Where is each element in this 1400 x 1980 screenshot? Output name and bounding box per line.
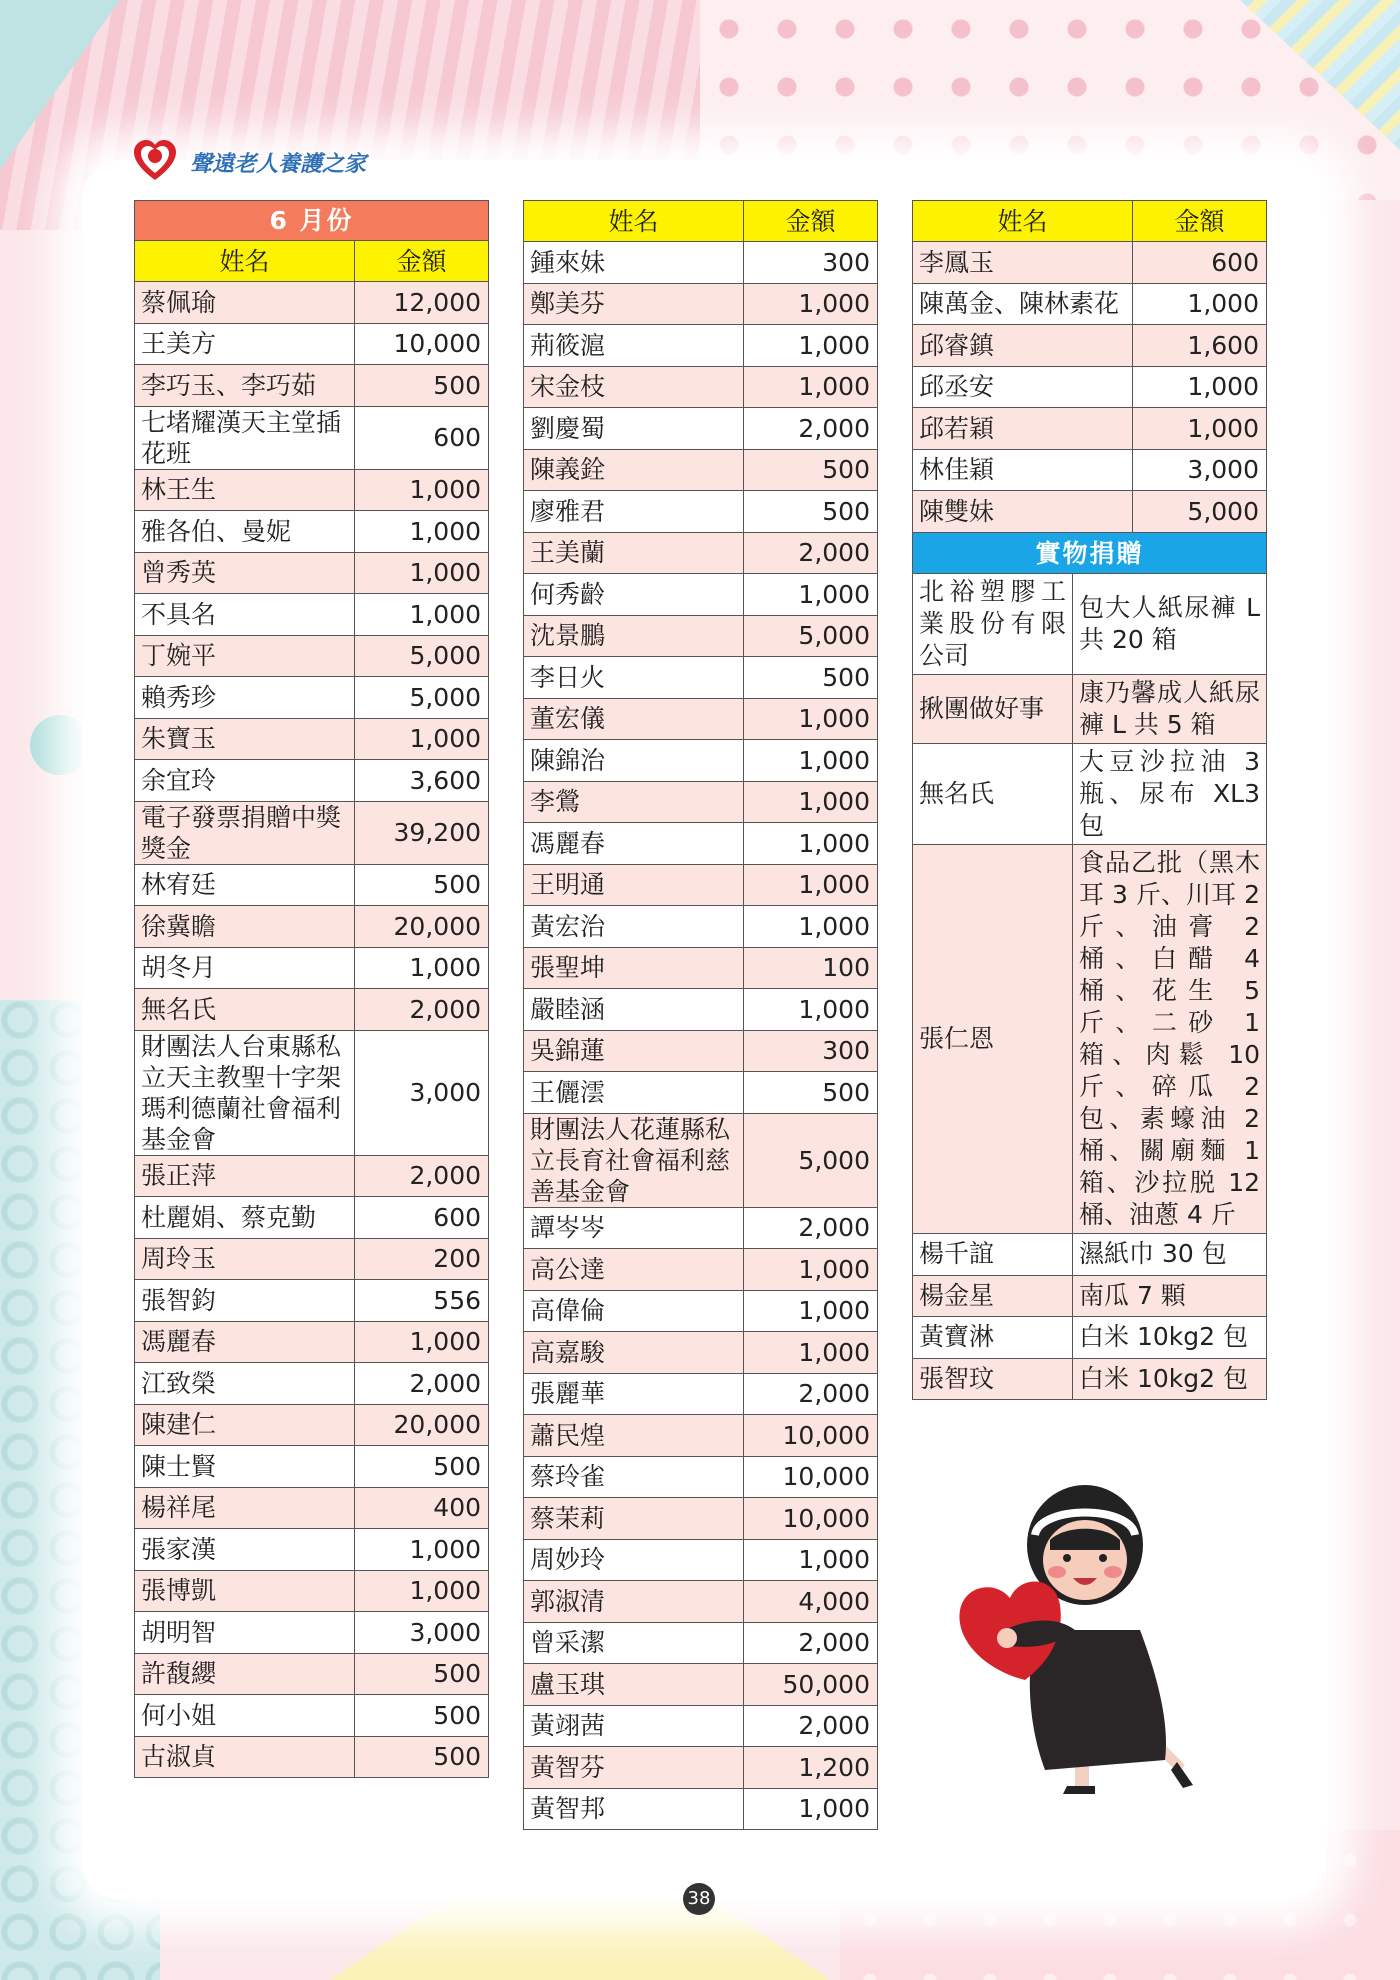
donation-amount: 5,000 [744, 615, 878, 657]
donated-item: 白米 10kg2 包 [1073, 1317, 1267, 1359]
donor-name: 宋金枝 [524, 366, 744, 408]
table-row [135, 1030, 489, 1155]
donation-amount: 1,000 [744, 864, 878, 906]
donor-name: 張家漢 [135, 1529, 355, 1571]
donation-amount: 1,000 [744, 698, 878, 740]
table-row [135, 1736, 489, 1778]
donor-name: 黃宏治 [524, 906, 744, 948]
donor-name: 高偉倫 [524, 1290, 744, 1332]
donation-amount: 200 [355, 1238, 489, 1280]
table-row [135, 1612, 489, 1654]
table-row [135, 989, 489, 1031]
table-row [524, 242, 878, 284]
donor-name: 李日火 [524, 657, 744, 699]
donation-amount: 1,000 [744, 781, 878, 823]
table-row [913, 1275, 1267, 1317]
donor-name: 張仁恩 [913, 845, 1073, 1234]
donation-amount: 1,000 [744, 1249, 878, 1291]
table-row [135, 365, 489, 407]
donor-name: 無名氏 [913, 744, 1073, 845]
donation-amount: 1,000 [744, 1332, 878, 1374]
donation-amount: 500 [744, 657, 878, 699]
donor-name: 吳錦蓮 [524, 1030, 744, 1072]
column-header-name: 姓名 [135, 241, 355, 282]
donor-name: 楊千誼 [913, 1234, 1073, 1276]
donor-name: 余宜玲 [135, 760, 355, 802]
table-row [135, 282, 489, 324]
donated-item: 白米 10kg2 包 [1073, 1358, 1267, 1400]
donation-amount: 1,600 [1133, 325, 1267, 367]
donor-name: 馮麗春 [524, 823, 744, 865]
donor-name: 王明通 [524, 864, 744, 906]
donation-amount: 1,000 [744, 823, 878, 865]
table-row [524, 1664, 878, 1706]
table-row [135, 469, 489, 511]
column-header-name: 姓名 [524, 201, 744, 242]
donor-name: 周妙玲 [524, 1539, 744, 1581]
donation-amount: 1,000 [1133, 283, 1267, 325]
table-row [913, 1234, 1267, 1276]
donor-name: 雅各伯、曼妮 [135, 511, 355, 553]
donor-name: 王儷澐 [524, 1072, 744, 1114]
inkind-banner: 實物捐贈 [913, 533, 1267, 574]
table-row [135, 1570, 489, 1612]
donor-name: 李鳳玉 [913, 242, 1133, 284]
donor-name: 林佳穎 [913, 449, 1133, 491]
donor-name: 無名氏 [135, 989, 355, 1031]
table-row [524, 408, 878, 450]
donation-amount: 39,200 [355, 801, 489, 864]
donation-amount: 600 [1133, 242, 1267, 284]
table-row [135, 1155, 489, 1197]
table-row [135, 1487, 489, 1529]
table-row [913, 1317, 1267, 1359]
donor-name: 周玲玉 [135, 1238, 355, 1280]
donation-amount: 10,000 [355, 323, 489, 365]
table-row [135, 906, 489, 948]
table-row [524, 1747, 878, 1789]
donor-name: 黃智芬 [524, 1747, 744, 1789]
donation-amount: 600 [355, 1197, 489, 1239]
table-row [135, 677, 489, 719]
donor-name: 林宥廷 [135, 864, 355, 906]
donor-name: 鍾來妹 [524, 242, 744, 284]
donation-amount: 4,000 [744, 1581, 878, 1623]
table-row [913, 845, 1267, 1234]
donation-table-continued-1 [523, 200, 878, 1830]
donor-name: 馮麗春 [135, 1321, 355, 1363]
donation-amount: 1,000 [744, 906, 878, 948]
donation-amount: 1,000 [744, 574, 878, 616]
donation-amount: 1,200 [744, 1747, 878, 1789]
donor-name: 楊金星 [913, 1275, 1073, 1317]
donor-name: 胡冬月 [135, 947, 355, 989]
table-row [913, 491, 1267, 533]
donation-amount: 10,000 [744, 1498, 878, 1540]
donor-name: 沈景鵬 [524, 615, 744, 657]
heart-logo-icon [132, 138, 178, 184]
donor-name: 邱睿鎮 [913, 325, 1133, 367]
table-row [524, 1539, 878, 1581]
donation-table-continued-2 [912, 200, 1267, 533]
donation-amount: 5,000 [744, 1113, 878, 1207]
donation-amount: 2,000 [744, 532, 878, 574]
table-row [135, 1363, 489, 1405]
table-row [524, 740, 878, 782]
table-row [135, 1321, 489, 1363]
donation-amount: 1,000 [355, 469, 489, 511]
table-row [135, 864, 489, 906]
table-row [913, 325, 1267, 367]
donor-name: 胡明智 [135, 1612, 355, 1654]
donor-name: 黃寶淋 [913, 1317, 1073, 1359]
donor-name: 李鶯 [524, 781, 744, 823]
table-row [524, 1622, 878, 1664]
table-row [524, 1207, 878, 1249]
donor-name: 董宏儀 [524, 698, 744, 740]
table-row [524, 781, 878, 823]
donation-amount: 1,000 [744, 325, 878, 367]
donation-amount: 500 [355, 1653, 489, 1695]
donation-amount: 500 [744, 449, 878, 491]
donor-name: 揪團做好事 [913, 675, 1073, 744]
donation-amount: 3,000 [1133, 449, 1267, 491]
donor-name: 邱若穎 [913, 408, 1133, 450]
donor-name: 蔡佩瑜 [135, 282, 355, 324]
donation-amount: 1,000 [1133, 366, 1267, 408]
table-row [135, 718, 489, 760]
donor-name: 財團法人台東縣私立天主教聖十字架瑪利德蘭社會福利基金會 [135, 1030, 355, 1155]
table-row [524, 574, 878, 616]
donated-item: 包大人紙尿褲 L 共 20 箱 [1073, 574, 1267, 675]
table-row [135, 1446, 489, 1488]
page-number: 38 [683, 1883, 715, 1915]
donation-amount: 1,000 [355, 947, 489, 989]
donor-name: 古淑貞 [135, 1736, 355, 1778]
donation-amount: 5,000 [1133, 491, 1267, 533]
donation-amount: 1,000 [355, 1570, 489, 1612]
donation-amount: 1,000 [744, 989, 878, 1031]
donor-name: 張聖坤 [524, 947, 744, 989]
donation-amount: 500 [355, 864, 489, 906]
donation-amount: 50,000 [744, 1664, 878, 1706]
donation-amount: 3,600 [355, 760, 489, 802]
table-row [524, 1249, 878, 1291]
table-row [913, 283, 1267, 325]
table-row [524, 1788, 878, 1830]
column-header-amount: 金額 [355, 241, 489, 282]
donor-name: 七堵耀漢天主堂插花班 [135, 406, 355, 469]
donor-name: 蕭民煌 [524, 1415, 744, 1457]
donor-name: 荊筱滬 [524, 325, 744, 367]
donation-amount: 2,000 [744, 1207, 878, 1249]
background-corner-left [0, 0, 120, 170]
donation-amount: 1,000 [744, 366, 878, 408]
table-row [135, 1404, 489, 1446]
table-row [135, 947, 489, 989]
donation-amount: 2,000 [355, 1363, 489, 1405]
donor-name: 林王生 [135, 469, 355, 511]
table-row [524, 823, 878, 865]
table-row [524, 906, 878, 948]
donation-amount: 1,000 [744, 1788, 878, 1830]
donation-amount: 5,000 [355, 677, 489, 719]
table-row [524, 1030, 878, 1072]
table-row [524, 989, 878, 1031]
donation-amount: 1,000 [355, 1321, 489, 1363]
donation-amount: 1,000 [744, 283, 878, 325]
table-row [135, 552, 489, 594]
donation-amount: 2,000 [355, 989, 489, 1031]
table-row [135, 635, 489, 677]
table-row [135, 406, 489, 469]
donated-item: 南瓜 7 顆 [1073, 1275, 1267, 1317]
donor-name: 北裕塑膠工業股份有限公司 [913, 574, 1073, 675]
donor-name: 蔡玲雀 [524, 1456, 744, 1498]
table-row [524, 947, 878, 989]
donation-amount: 10,000 [744, 1415, 878, 1457]
donation-amount: 10,000 [744, 1456, 878, 1498]
donor-name: 財團法人花蓮縣私立長育社會福利慈善基金會 [524, 1113, 744, 1207]
column-header-amount: 金額 [744, 201, 878, 242]
table-row [524, 864, 878, 906]
donor-name: 朱寶玉 [135, 718, 355, 760]
table-row [913, 675, 1267, 744]
table-row [913, 1358, 1267, 1400]
donor-name: 賴秀珍 [135, 677, 355, 719]
donor-name: 楊祥尾 [135, 1487, 355, 1529]
donor-name: 張智鈞 [135, 1280, 355, 1322]
donor-name: 黃智邦 [524, 1788, 744, 1830]
donation-amount: 2,000 [744, 1705, 878, 1747]
donation-amount: 556 [355, 1280, 489, 1322]
table-row [135, 323, 489, 365]
donation-amount: 3,000 [355, 1030, 489, 1155]
donor-name: 杜麗娟、蔡克勤 [135, 1197, 355, 1239]
donor-name: 陳雙妹 [913, 491, 1133, 533]
donor-name: 陳義銓 [524, 449, 744, 491]
table-row [524, 1373, 878, 1415]
donation-amount: 1,000 [744, 1539, 878, 1581]
donation-amount: 2,000 [355, 1155, 489, 1197]
table-row [135, 1238, 489, 1280]
donor-name: 陳錦治 [524, 740, 744, 782]
donation-amount: 500 [744, 1072, 878, 1114]
donation-amount: 5,000 [355, 635, 489, 677]
table-row [524, 1581, 878, 1623]
table-row [135, 1280, 489, 1322]
table-row [913, 449, 1267, 491]
table-row [135, 1695, 489, 1737]
donor-name: 張博凱 [135, 1570, 355, 1612]
donor-name: 曾秀英 [135, 552, 355, 594]
donor-name: 譚岑岑 [524, 1207, 744, 1249]
donated-item: 大豆沙拉油 3 瓶、尿布 XL3 包 [1073, 744, 1267, 845]
table-row [524, 1290, 878, 1332]
donor-name: 邱丞安 [913, 366, 1133, 408]
month-banner: 6 月份 [135, 201, 489, 241]
donation-amount: 1,000 [355, 511, 489, 553]
column-header-name: 姓名 [913, 201, 1133, 242]
table-row [524, 449, 878, 491]
table-row [524, 1332, 878, 1374]
donation-amount: 500 [355, 365, 489, 407]
organization-name: 聲遠老人養護之家 [190, 152, 367, 177]
donor-name: 不具名 [135, 594, 355, 636]
donor-name: 高公達 [524, 1249, 744, 1291]
donor-name: 張正萍 [135, 1155, 355, 1197]
nun-holding-heart-illustration [945, 1480, 1235, 1800]
donation-amount: 1,000 [744, 1290, 878, 1332]
donor-name: 黃翊茜 [524, 1705, 744, 1747]
donation-amount: 20,000 [355, 906, 489, 948]
table-row [135, 801, 489, 864]
donor-name: 張麗華 [524, 1373, 744, 1415]
donor-name: 鄭美芬 [524, 283, 744, 325]
table-row [524, 1415, 878, 1457]
donor-name: 何小姐 [135, 1695, 355, 1737]
donation-amount: 1,000 [355, 718, 489, 760]
table-row [913, 574, 1267, 675]
donor-name: 王美方 [135, 323, 355, 365]
donation-amount: 2,000 [744, 1373, 878, 1415]
table-row [913, 366, 1267, 408]
donation-amount: 1,000 [744, 740, 878, 782]
donor-name: 廖雅君 [524, 491, 744, 533]
donor-name: 高嘉駿 [524, 1332, 744, 1374]
table-row [524, 1072, 878, 1114]
table-row [135, 1529, 489, 1571]
table-row [524, 657, 878, 699]
donation-amount: 400 [355, 1487, 489, 1529]
table-row [135, 594, 489, 636]
table-row [135, 1653, 489, 1695]
column-header-amount: 金額 [1133, 201, 1267, 242]
donation-amount: 500 [355, 1446, 489, 1488]
donor-name: 陳士賢 [135, 1446, 355, 1488]
table-row [135, 760, 489, 802]
table-row [524, 1456, 878, 1498]
donor-name: 何秀齡 [524, 574, 744, 616]
table-row [913, 408, 1267, 450]
table-row [524, 1705, 878, 1747]
donated-item: 濕紙巾 30 包 [1073, 1234, 1267, 1276]
donation-amount: 2,000 [744, 408, 878, 450]
donor-name: 王美蘭 [524, 532, 744, 574]
donor-name: 陳建仁 [135, 1404, 355, 1446]
donor-name: 許馥纓 [135, 1653, 355, 1695]
donor-name: 蔡茉莉 [524, 1498, 744, 1540]
table-row [135, 1197, 489, 1239]
donation-amount: 1,000 [355, 594, 489, 636]
donor-name: 電子發票捐贈中獎獎金 [135, 801, 355, 864]
donation-amount: 100 [744, 947, 878, 989]
donor-name: 張智玟 [913, 1358, 1073, 1400]
table-row [524, 283, 878, 325]
donation-amount: 300 [744, 242, 878, 284]
donor-name: 陳萬金、陳林素花 [913, 283, 1133, 325]
donation-amount: 500 [355, 1695, 489, 1737]
donor-name: 江致榮 [135, 1363, 355, 1405]
table-row [524, 698, 878, 740]
table-row [524, 325, 878, 367]
donation-amount: 1,000 [355, 1529, 489, 1571]
donated-item: 食品乙批（黑木耳 3 斤、川耳 2 斤、油膏 2 桶、白醋 4 桶、花生 5 斤、二砂 1 箱、肉鬆 10 斤、碎瓜 2 包、素蠔油 2 桶、關廟麵 1 箱、沙拉脱 12 桶、油蔥 4 斤 [1073, 845, 1267, 1234]
donor-name: 劉慶蜀 [524, 408, 744, 450]
donor-name: 徐冀瞻 [135, 906, 355, 948]
table-row [913, 744, 1267, 845]
donation-amount: 1,000 [1133, 408, 1267, 450]
donation-amount: 500 [355, 1736, 489, 1778]
donation-amount: 1,000 [355, 552, 489, 594]
donor-name: 盧玉琪 [524, 1664, 744, 1706]
donor-name: 李巧玉、李巧茹 [135, 365, 355, 407]
donation-amount: 500 [744, 491, 878, 533]
donation-amount: 3,000 [355, 1612, 489, 1654]
donated-item: 康乃馨成人紙尿褲 L 共 5 箱 [1073, 675, 1267, 744]
donation-amount: 300 [744, 1030, 878, 1072]
table-row [524, 615, 878, 657]
donation-amount: 12,000 [355, 282, 489, 324]
table-row [913, 242, 1267, 284]
table-row [524, 1113, 878, 1207]
donation-amount: 2,000 [744, 1622, 878, 1664]
donor-name: 嚴睦涵 [524, 989, 744, 1031]
donation-amount: 600 [355, 406, 489, 469]
donation-amount: 20,000 [355, 1404, 489, 1446]
inkind-donation-table [912, 532, 1267, 1400]
table-row [524, 1498, 878, 1540]
donor-name: 曾采潔 [524, 1622, 744, 1664]
background-circle [30, 715, 90, 775]
donation-table-june [134, 200, 489, 1778]
table-row [524, 532, 878, 574]
table-row [524, 366, 878, 408]
donor-name: 丁婉平 [135, 635, 355, 677]
table-row [135, 511, 489, 553]
donor-name: 郭淑清 [524, 1581, 744, 1623]
table-row [524, 491, 878, 533]
